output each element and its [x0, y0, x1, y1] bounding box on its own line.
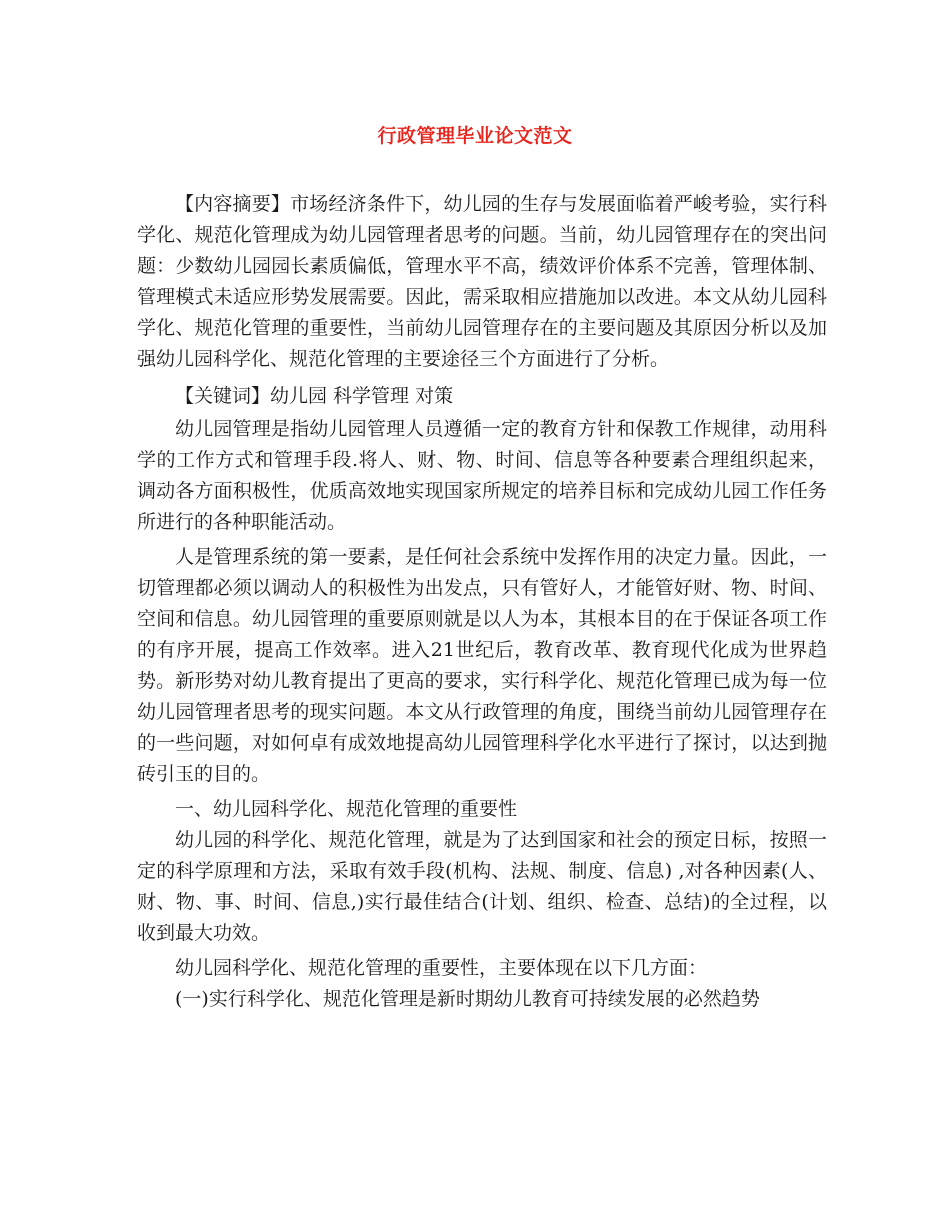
body-paragraph: 幼儿园科学化、规范化管理的重要性，主要体现在以下几方面： — [175, 957, 708, 979]
body-paragraph: 人是管理系统的第一要素，是任何社会系统中发挥作用的决定力量。因此，一切管理都必须以调动人的积极性为出发点，只有管好人，才能管好财、物、时间、空间和信息。幼儿园管理的重要原则就是以人为本，其根本目的在于保证各项工作的有序开展，提高工作效率。进入21世纪后，教育改革、教育现代化成为世界趋势。新形势对幼儿教育提出了更高的要求，实行科学化、规范化管理已成为每一位幼儿园管理者思考的现实问题。本文从行政管理的角度，围绕当前幼儿园管理存在的一些问题，对如何卓有成效地提高幼儿园管理科学化水平进行了探讨，以达到抛砖引玉的目的。 — [137, 546, 827, 785]
document-body — [137, 189, 827, 1015]
subsection-heading: (一)实行科学化、规范化管理是新时期幼儿教育可持续发展的必然趋势 — [175, 988, 760, 1010]
body-paragraph: 幼儿园的科学化、规范化管理，就是为了达到国家和社会的预定日标，按照一定的科学原理和方法，采取有效手段(机构、法规、制度、信息) ,对各种因素(人、财、物、事、时间、信息,)实行最佳结合(计划、组织、检查、总结)的全过程，以收到最大功效。 — [137, 829, 827, 944]
abstract-paragraph: 【内容摘要】市场经济条件下，幼儿园的生存与发展面临着严峻考验，实行科学化、规范化管理成为幼儿园管理者思考的问题。当前，幼儿园管理存在的突出问题：少数幼儿园园长素质偏低，管理水平不高，绩效评价体系不完善，管理体制、管理模式未适应形势发展需要。因此，需采取相应措施加以改进。本文从幼儿园科学化、规范化管理的重要性，当前幼儿园管理存在的主要问题及其原因分析以及加强幼儿园科学化、规范化管理的主要途径三个方面进行了分析。 — [137, 193, 827, 370]
section-heading: 一、幼儿园科学化、规范化管理的重要性 — [175, 798, 518, 820]
keywords-line: 【关键词】幼儿园 科学管理 对策 — [175, 385, 454, 407]
body-paragraph: 幼儿园管理是指幼儿园管理人员遵循一定的教育方针和保教工作规律，动用科学的工作方式和管理手段.将人、财、物、时间、信息等各种要素合理组织起来，调动各方面积极性，优质高效地实现国家所规定的培养目标和完成幼儿园工作任务所进行的各种职能活动。 — [137, 418, 827, 533]
document-title: 行政管理毕业论文范文 — [377, 125, 573, 147]
